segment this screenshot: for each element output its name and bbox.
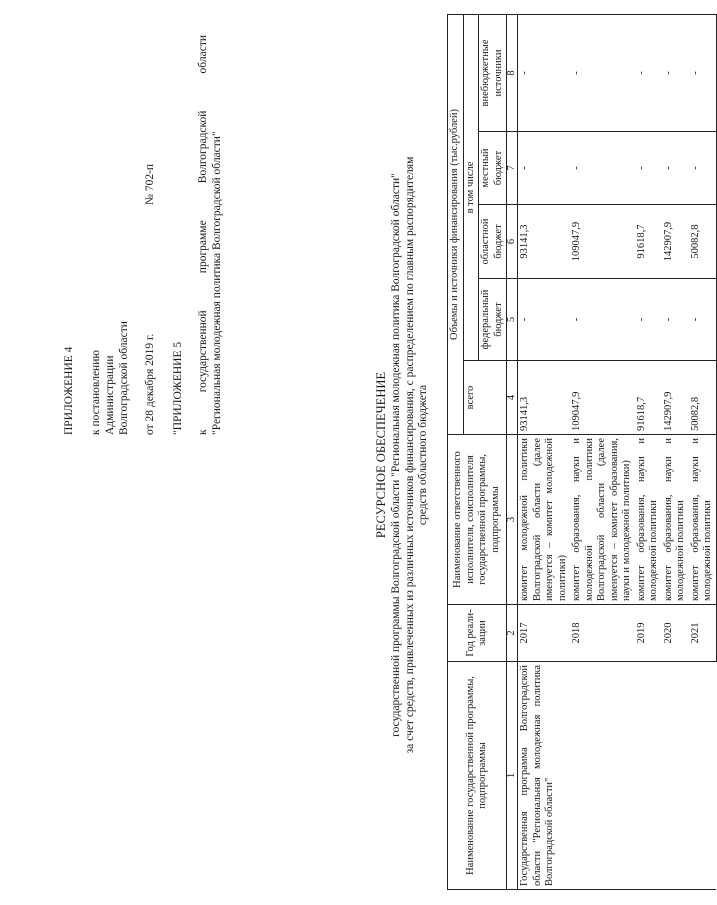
- local-cell: -: [689, 132, 717, 205]
- year-cell: 2019: [635, 605, 662, 662]
- header-including: в том числе: [463, 14, 479, 360]
- header-year: Год реали-зации: [448, 605, 507, 662]
- appendix-4-label: ПРИЛОЖЕНИЕ 4: [63, 346, 75, 435]
- executor-cell: комитет образования, науки и молодежной политики: [662, 435, 689, 605]
- resource-table: [447, 14, 717, 890]
- header-executor: Наименование ответственного исполнителя, соисполнителя государственной программы, подпрограммы: [448, 435, 507, 605]
- total-cell: 93141,3: [518, 361, 571, 435]
- appendix-5-label: "ПРИЛОЖЕНИЕ 5: [172, 341, 184, 435]
- to-decree-line: к постановлению: [90, 350, 102, 435]
- executor-cell: комитет образования, науки и молодежной политики: [689, 435, 717, 605]
- executor-cell: комитет молодежной политики Волгоградской области (далее именуется – комитет молодежной политики): [518, 435, 571, 605]
- extra-cell: -: [518, 14, 571, 131]
- col-number: 2: [507, 605, 518, 662]
- executor-cell: комитет образования, науки и молодежной политики Волгоградской области (далее именуется – комитет образования, науки и молодежной политики): [570, 435, 635, 605]
- extra-cell: -: [635, 14, 662, 131]
- program-reference-line1: к государственной программе Волгоградской области: [197, 35, 209, 435]
- col-number: 6: [507, 205, 518, 279]
- program-name-cell: Государственная программа Волгоградской области "Региональная молодежная политика Волгоградской области": [518, 662, 717, 890]
- year-cell: 2017: [518, 605, 571, 662]
- total-cell: 142907,9: [662, 361, 689, 435]
- subtitle-line3: средств областного бюджета: [417, 384, 430, 526]
- regional-cell: 109047,9: [570, 205, 635, 279]
- local-cell: -: [570, 132, 635, 205]
- total-cell: 109047,9: [570, 361, 635, 435]
- regional-cell: 142907,9: [662, 205, 689, 279]
- regional-cell: 93141,3: [518, 205, 571, 279]
- extra-cell: -: [662, 14, 689, 131]
- header-regional: областной бюджет: [479, 205, 507, 279]
- subtitle-line2: за счет средств, привлеченных из различных источников финансирования, с распределением по главным распорядителям: [403, 156, 416, 754]
- col-number: 4: [507, 361, 518, 435]
- year-cell: 2020: [662, 605, 689, 662]
- local-cell: -: [635, 132, 662, 205]
- year-cell: 2018: [570, 605, 635, 662]
- table-row: [518, 14, 571, 889]
- header-local: местный бюджет: [479, 132, 507, 205]
- header-extra: внебюджетные источники: [479, 14, 507, 131]
- program-reference-line2: "Региональная молодежная политика Волгоградской области": [211, 131, 223, 435]
- col-number: 1: [507, 662, 518, 890]
- extra-cell: -: [570, 14, 635, 131]
- federal-cell: -: [570, 279, 635, 361]
- header-program-name: Наименование государственной программы, подпрограммы: [448, 662, 507, 890]
- local-cell: -: [662, 132, 689, 205]
- decree-date: от 28 декабря 2019 г.: [144, 333, 156, 435]
- federal-cell: -: [518, 279, 571, 361]
- col-number: 3: [507, 435, 518, 605]
- regional-cell: 91618,7: [635, 205, 662, 279]
- federal-cell: -: [635, 279, 662, 361]
- region-line: Волгоградской области: [118, 321, 130, 435]
- federal-cell: -: [662, 279, 689, 361]
- header-volumes: Объемы и источники финансирования (тыс.рублей): [448, 14, 464, 434]
- federal-cell: -: [689, 279, 717, 361]
- header-total: всего: [463, 361, 507, 435]
- executor-cell: комитет образования, науки и молодежной политики: [635, 435, 662, 605]
- year-cell: 2021: [689, 605, 717, 662]
- regional-cell: 50082,8: [689, 205, 717, 279]
- document-title: РЕСУРСНОЕ ОБЕСПЕЧЕНИЕ: [374, 371, 388, 539]
- col-number: 5: [507, 279, 518, 361]
- total-cell: 50082,8: [689, 361, 717, 435]
- col-number: 8: [507, 14, 518, 131]
- total-cell: 91618,7: [635, 361, 662, 435]
- document-subtitle: [390, 125, 431, 785]
- extra-cell: -: [689, 14, 717, 131]
- local-cell: -: [518, 132, 571, 205]
- subtitle-line1: государственной программы Волгоградской области "Региональная молодежная политика Волгоградской области": [390, 173, 402, 737]
- col-number: 7: [507, 132, 518, 205]
- decree-number: № 702-п: [144, 163, 156, 205]
- administration-line: Администрации: [104, 355, 116, 435]
- header-federal: федеральный бюджет: [479, 279, 507, 361]
